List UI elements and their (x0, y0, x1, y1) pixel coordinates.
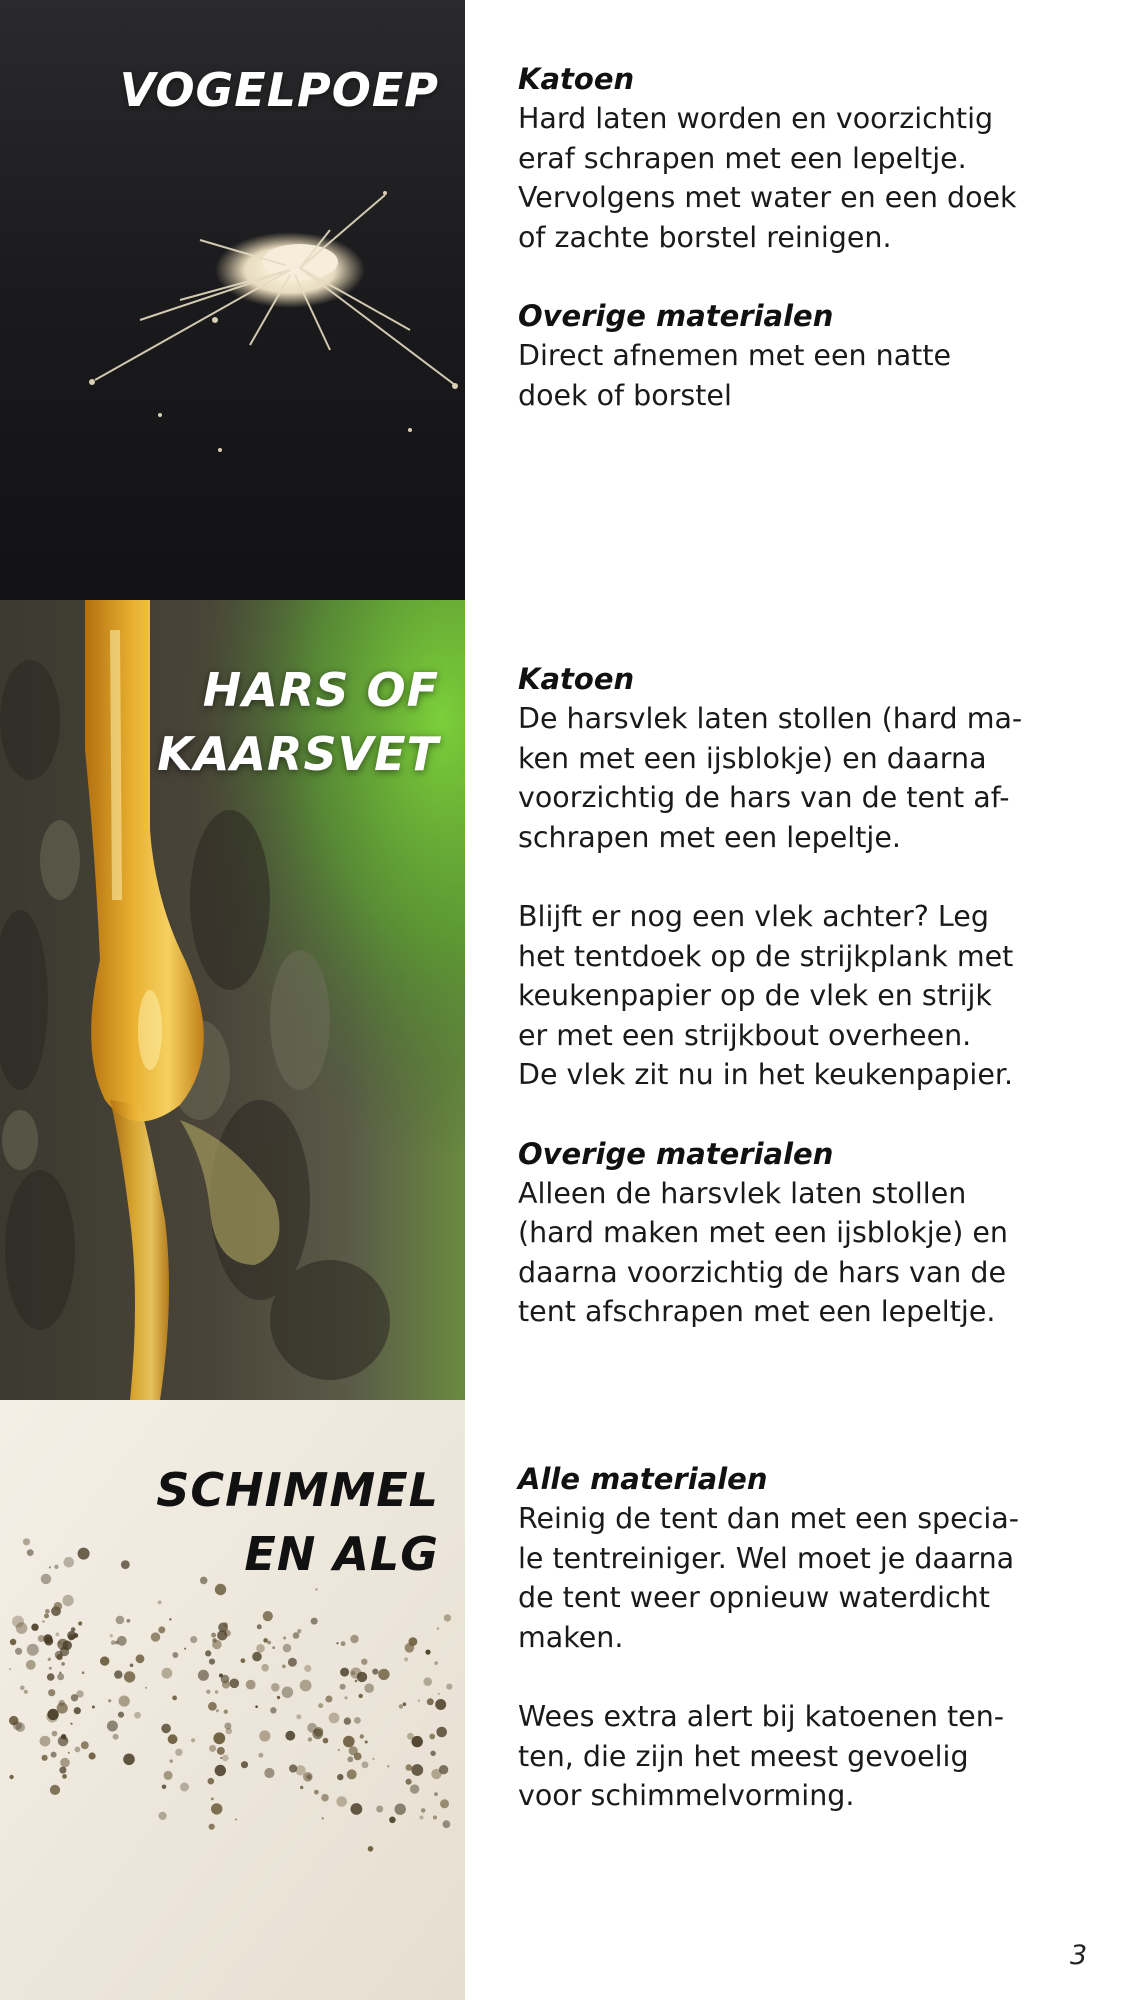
mold-speck (107, 1721, 118, 1732)
mold-speck (296, 1714, 301, 1719)
block-text: Direct afnemen met een natte doek of borstel (518, 339, 952, 412)
mold-speck (288, 1658, 297, 1667)
mold-speck (124, 1671, 135, 1682)
mold-speck (108, 1699, 111, 1702)
mold-speck (64, 1557, 75, 1568)
mold-speck (446, 1684, 452, 1690)
resin-photo (0, 600, 465, 1400)
mold-speck (82, 1671, 85, 1674)
mold-speck (336, 1796, 347, 1807)
mold-speck (340, 1668, 349, 1677)
mold-speck (47, 1709, 58, 1720)
mold-speck (44, 1613, 49, 1618)
mold-speck (164, 1771, 173, 1780)
section-title (156, 1458, 439, 1586)
bird-droppings-photo (0, 0, 465, 600)
mold-speck (48, 1689, 55, 1696)
mold-speck (349, 1746, 358, 1755)
mold-speck (16, 1622, 28, 1634)
mold-speck (217, 1747, 225, 1755)
mold-speck (283, 1637, 286, 1640)
mold-speck (318, 1703, 323, 1708)
mold-speck (184, 1648, 186, 1650)
mold-speck (170, 1759, 173, 1762)
mold-speck (359, 1694, 363, 1698)
mold-speck (216, 1709, 219, 1712)
mold-speck (283, 1644, 292, 1653)
mold-speck (312, 1729, 323, 1740)
mold-speck (15, 1648, 22, 1655)
mold-speck (42, 1755, 48, 1761)
mold-speck (344, 1717, 351, 1724)
mold-speck (241, 1658, 246, 1663)
mold-speck (315, 1588, 317, 1590)
mold-speck (378, 1669, 389, 1680)
mold-speck (213, 1732, 225, 1744)
mold-speck (27, 1549, 34, 1556)
mold-speck (300, 1786, 303, 1789)
mold-speck (282, 1687, 293, 1698)
mold-speck (70, 1723, 72, 1725)
mold-speck (440, 1799, 449, 1808)
mold-speck (431, 1769, 441, 1779)
mold-speck (110, 1634, 113, 1637)
mold-speck (208, 1778, 215, 1785)
mold-speck (44, 1637, 53, 1646)
mold-speck (208, 1702, 217, 1711)
mold-speck (423, 1677, 432, 1686)
mold-speck (119, 1696, 130, 1707)
mold-speck (329, 1713, 340, 1724)
mold-speck (168, 1734, 178, 1744)
mold-speck (308, 1737, 312, 1741)
mold-speck (406, 1764, 413, 1771)
mold-speck (10, 1639, 16, 1645)
mold-speck (434, 1792, 438, 1796)
mold-speck (215, 1690, 218, 1693)
mold-speck (55, 1651, 63, 1659)
mold-speck (438, 1693, 440, 1695)
block-heading: Alle materialen (518, 1462, 768, 1496)
mold-speck (15, 1722, 25, 1732)
mold-speck (387, 1765, 389, 1767)
mold-speck (235, 1819, 237, 1821)
mold-speck (74, 1707, 81, 1714)
mold-speck (78, 1621, 82, 1625)
block-text: De harsvlek laten stollen (hard ma- ken met een ijsblokje) en daarna voorzichtig de hars van de tent af- schrapen met een lepeltje. (518, 702, 1023, 854)
mold-speck (151, 1632, 160, 1641)
block-heading: Overige materialen (518, 1136, 834, 1171)
mold-speck (264, 1768, 274, 1778)
mold-speck (49, 1667, 52, 1670)
mold-speck (61, 1662, 65, 1666)
mold-speck (190, 1636, 197, 1643)
mold-speck (372, 1669, 378, 1675)
mold-speck (337, 1774, 343, 1780)
section-hars-of-kaarsvet (0, 600, 1124, 1400)
mold-speck (136, 1654, 145, 1663)
mold-speck (259, 1730, 270, 1741)
mold-speck (361, 1659, 367, 1665)
mold-speck (285, 1731, 295, 1741)
mold-speck (323, 1738, 329, 1744)
mold-speck (405, 1643, 415, 1653)
text-block (518, 60, 1078, 257)
section-vogelpoep (0, 0, 1124, 600)
mold-speck (222, 1680, 230, 1688)
mold-speck (75, 1747, 81, 1753)
mold-speck (68, 1752, 70, 1754)
mold-speck (435, 1699, 446, 1710)
mold-speck (57, 1639, 68, 1650)
mold-speck (311, 1618, 318, 1625)
mold-speck (343, 1736, 355, 1748)
mold-speck (272, 1646, 275, 1649)
mold-speck (158, 1601, 162, 1605)
mold-speck (430, 1751, 435, 1756)
mold-speck (211, 1633, 216, 1638)
mold-speck (306, 1774, 311, 1779)
section-text (518, 1460, 1078, 1856)
mold-speck (282, 1665, 286, 1669)
mold-speck (54, 1565, 58, 1569)
mold-speck (20, 1686, 25, 1691)
page-number: 3 (1070, 1940, 1088, 1971)
block-text: Wees extra alert bij katoenen ten- ten, die zijn het meest gevoelig voor schimmelvorming. (518, 1700, 1005, 1812)
mold-speck (223, 1622, 228, 1627)
section-title-line: SCHIMMEL (156, 1463, 439, 1517)
mold-speck (78, 1548, 90, 1560)
mold-speck (271, 1683, 280, 1692)
mold-speck (161, 1724, 171, 1734)
mold-speck (38, 1635, 45, 1642)
mold-speck (350, 1635, 358, 1643)
mold-speck (267, 1641, 271, 1645)
mold-speck (256, 1644, 265, 1653)
mold-speck (444, 1614, 451, 1621)
block-heading: Overige materialen (518, 299, 834, 333)
mold-speck (257, 1624, 262, 1629)
mold-speck (412, 1736, 423, 1747)
text-block (518, 1460, 1078, 1657)
mold-speck (241, 1761, 248, 1768)
mold-speck (117, 1636, 127, 1646)
mold-speck (368, 1846, 374, 1852)
mold-speck (425, 1650, 430, 1655)
mold-speck (71, 1627, 76, 1632)
mold-speck (159, 1812, 167, 1820)
mold-speck (434, 1661, 438, 1665)
mold-speck (114, 1670, 122, 1678)
mold-speck (89, 1752, 96, 1759)
mold-speck (175, 1749, 182, 1756)
mold-speck (62, 1595, 73, 1606)
mold-speck (399, 1704, 403, 1708)
mold-speck (198, 1670, 209, 1681)
mold-speck (389, 1817, 396, 1824)
mold-speck (51, 1752, 57, 1758)
mold-speck (410, 1784, 419, 1793)
mold-speck (372, 1758, 374, 1760)
text-block (518, 1697, 1078, 1816)
mold-speck (172, 1652, 178, 1658)
mold-speck (47, 1673, 55, 1681)
text-block (518, 660, 1078, 857)
mold-speck (52, 1731, 58, 1737)
block-text: Reinig de tent dan met een specia- le tentreiniger. Wel moet je daarna de tent weer opnieuw waterdicht maken. (518, 1502, 1020, 1654)
mold-speck (54, 1602, 63, 1611)
section-title-line: HARS OF (202, 663, 439, 717)
mold-speck (325, 1696, 332, 1703)
mold-speck (130, 1664, 134, 1668)
mold-speck (304, 1665, 311, 1672)
mold-speck (92, 1706, 95, 1709)
mold-speck (362, 1761, 369, 1768)
mold-speck (180, 1783, 189, 1792)
mold-speck (357, 1672, 367, 1682)
mold-speck (406, 1779, 412, 1785)
mold-speck (211, 1798, 214, 1801)
mold-speck (145, 1687, 147, 1689)
mold-speck (215, 1765, 226, 1776)
section-schimmel-en-alg (0, 1400, 1124, 2000)
mold-speck (57, 1673, 64, 1680)
mold-speck (62, 1774, 67, 1779)
mold-speck (56, 1633, 60, 1637)
mold-speck (433, 1815, 437, 1819)
text-block (518, 297, 1078, 415)
mold-speck (420, 1816, 424, 1820)
mold-speck (162, 1668, 173, 1679)
mold-speck (341, 1641, 346, 1646)
section-title (157, 658, 439, 786)
section-title-line: VOGELPOEP (119, 63, 439, 117)
mold-speck (205, 1650, 211, 1656)
mold-speck (191, 1738, 195, 1742)
mold-speck (209, 1824, 215, 1830)
mold-speck (211, 1803, 222, 1814)
mold-speck (338, 1749, 340, 1751)
mold-speck (364, 1683, 374, 1693)
mold-speck (48, 1658, 51, 1661)
mold-speck (9, 1668, 11, 1670)
mold-speck (42, 1620, 45, 1623)
mold-speck (255, 1705, 258, 1708)
mold-speck (123, 1754, 135, 1766)
mold-speck (395, 1804, 406, 1815)
mold-speck (321, 1794, 329, 1802)
mold-speck (162, 1785, 167, 1790)
mold-speck (277, 1696, 280, 1699)
mold-speck (26, 1660, 36, 1670)
mold-speck (289, 1764, 297, 1772)
mold-speck (360, 1734, 364, 1738)
mold-speck (222, 1755, 229, 1762)
mold-photo (0, 1400, 465, 2000)
mold-speck (340, 1684, 346, 1690)
mold-speck (300, 1680, 312, 1692)
block-heading: Katoen (518, 62, 635, 96)
mold-speck (31, 1624, 38, 1631)
text-block (518, 897, 1078, 1095)
mold-speck (354, 1717, 361, 1724)
mold-speck (41, 1574, 51, 1584)
mold-speck (351, 1671, 355, 1675)
mold-speck (9, 1775, 13, 1779)
block-text: Blijft er nog een vlek achter? Leg het tentdoek op de strijkplank met keukenpapier op de vlek en strijk er met een strijkbout overheen. De vlek zit nu in het keukenpapier. (518, 900, 1014, 1091)
mold-speck (224, 1710, 228, 1714)
mold-speck (209, 1745, 216, 1752)
mold-speck (100, 1656, 109, 1665)
mold-speck (61, 1734, 66, 1739)
mold-speck (116, 1616, 125, 1625)
section-text (518, 660, 1078, 1372)
mold-speck (24, 1690, 28, 1694)
mold-speck (172, 1696, 177, 1701)
mold-speck (45, 1609, 50, 1614)
mold-speck (263, 1611, 273, 1621)
mold-speck (134, 1712, 141, 1719)
block-text: Alleen de harsvlek laten stollen (hard maken met een ijsblokje) en daarna voorzichtig de hars van de tent afschrapen met een lepeltje. (518, 1176, 1008, 1328)
mold-speck (59, 1767, 66, 1774)
mold-speck (126, 1619, 130, 1623)
mold-speck (355, 1680, 358, 1683)
mold-speck (158, 1626, 165, 1633)
mold-speck (403, 1702, 407, 1706)
mold-speck (49, 1566, 51, 1568)
mold-speck (376, 1806, 383, 1813)
mold-speck (429, 1734, 435, 1740)
mold-speck (212, 1640, 222, 1650)
mold-speck (50, 1785, 60, 1795)
mold-speck (57, 1703, 68, 1714)
mold-speck (421, 1808, 426, 1813)
mold-speck (209, 1659, 215, 1665)
mold-speck (226, 1728, 233, 1735)
mold-speck (347, 1769, 357, 1779)
mold-speck (23, 1538, 30, 1545)
mold-speck (206, 1690, 210, 1694)
mold-speck (252, 1652, 262, 1662)
text-block (518, 1135, 1078, 1332)
mold-speck (27, 1644, 39, 1656)
mold-speck (351, 1803, 363, 1815)
mold-speck (365, 1741, 368, 1744)
mold-speck (322, 1817, 324, 1819)
mold-speck (230, 1679, 240, 1689)
mold-speck (246, 1680, 256, 1690)
mold-speck (258, 1753, 263, 1758)
mold-speck (436, 1727, 447, 1738)
section-title (120, 58, 439, 122)
mold-speck (344, 1696, 347, 1699)
mold-speck (68, 1634, 74, 1640)
mold-speck (111, 1640, 116, 1645)
mold-speck (60, 1758, 70, 1768)
mold-speck (113, 1734, 119, 1740)
section-text (518, 60, 1078, 455)
mold-speck (411, 1764, 423, 1776)
block-heading: Katoen (518, 662, 635, 696)
mold-speck (121, 1560, 130, 1569)
section-title-line: EN ALG (244, 1527, 439, 1581)
block-text: Hard laten worden en voorzichtig eraf schrapen met een lepeltje. Vervolgens met water en een doek of zachte borstel reinigen. (518, 102, 1017, 254)
mold-speck (293, 1632, 300, 1639)
mold-speck (76, 1690, 83, 1697)
mold-speck (270, 1707, 276, 1713)
mold-speck (81, 1741, 89, 1749)
mold-speck (418, 1700, 420, 1702)
mold-speck (169, 1618, 171, 1620)
mold-speck (40, 1736, 51, 1747)
mold-speck (336, 1642, 338, 1644)
mold-speck (58, 1641, 61, 1644)
mold-speck (263, 1638, 268, 1643)
mold-speck (314, 1790, 319, 1795)
mold-speck (261, 1664, 269, 1672)
section-title-line: KAARSVET (157, 727, 439, 781)
mold-speck (443, 1820, 451, 1828)
mold-speck (437, 1627, 440, 1630)
mold-speck (404, 1657, 408, 1661)
mold-speck (427, 1698, 434, 1705)
mold-speck (220, 1757, 222, 1759)
mold-speck (347, 1756, 353, 1762)
mold-speck (118, 1712, 124, 1718)
